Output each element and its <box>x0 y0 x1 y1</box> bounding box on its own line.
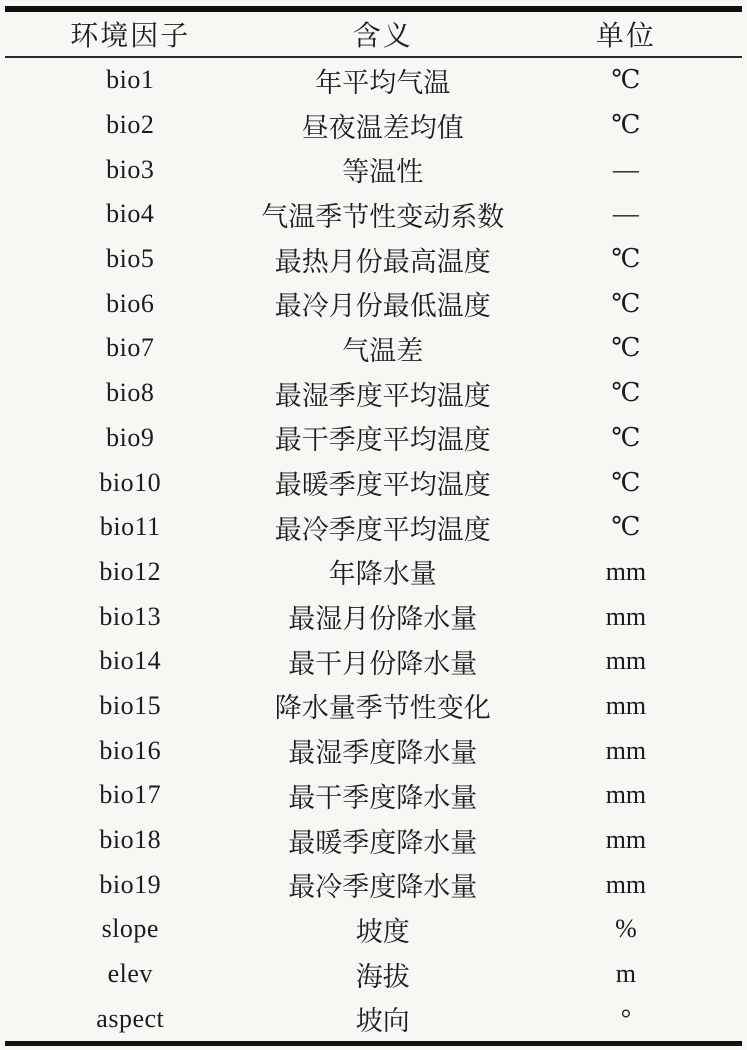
table-row <box>5 550 742 595</box>
factor-cell: bio9 <box>106 422 155 452</box>
unit-cell: mm <box>605 869 647 899</box>
unit-cell: mm <box>605 780 647 810</box>
table-row <box>5 952 742 997</box>
meaning-cell: 等温性 <box>342 157 424 188</box>
meaning-cell: 最湿月份降水量 <box>288 604 478 635</box>
table-row <box>5 416 742 461</box>
table-row <box>5 237 742 282</box>
table-row <box>5 907 742 952</box>
meaning-cell: 最冷月份最低温度 <box>274 291 491 322</box>
meaning-cell: 最暖季度降水量 <box>288 827 478 858</box>
factor-cell: bio8 <box>106 378 155 408</box>
unit-cell: ℃ <box>611 422 641 452</box>
table-row <box>5 728 742 773</box>
unit-cell: ℃ <box>611 467 641 497</box>
factor-cell: elev <box>107 959 153 989</box>
unit-cell: mm <box>605 825 647 855</box>
unit-cell: mm <box>605 646 647 676</box>
unit-cell: ℃ <box>611 110 641 140</box>
factor-cell: aspect <box>96 1003 165 1033</box>
factor-cell: bio12 <box>99 556 162 586</box>
table-row <box>5 192 742 237</box>
column-header-factor: 环境因子 <box>5 9 256 57</box>
factor-cell: slope <box>101 914 159 944</box>
meaning-cell: 最干月份降水量 <box>288 648 478 679</box>
table-row <box>5 103 742 148</box>
meaning-cell: 气温差 <box>342 335 424 366</box>
table-row <box>5 639 742 684</box>
factor-cell: bio3 <box>106 154 155 184</box>
table-row <box>5 371 742 416</box>
factor-cell: bio18 <box>99 825 162 855</box>
factor-cell: bio2 <box>106 110 155 140</box>
meaning-cell: 最湿季度平均温度 <box>274 380 491 411</box>
table-row <box>5 326 742 371</box>
table-row <box>5 147 742 192</box>
meaning-cell: 最干季度降水量 <box>288 782 478 813</box>
table-row <box>5 818 742 863</box>
table-row <box>5 505 742 550</box>
unit-cell: mm <box>605 690 647 720</box>
unit-cell: % <box>615 914 637 944</box>
meaning-cell: 气温季节性变动系数 <box>261 201 505 232</box>
factor-cell: bio11 <box>99 512 161 542</box>
table-body <box>5 57 742 1044</box>
unit-cell: ℃ <box>611 288 641 318</box>
meaning-cell: 最湿季度降水量 <box>288 738 478 769</box>
meaning-cell: 坡向 <box>355 1006 410 1037</box>
factor-cell: bio15 <box>99 690 162 720</box>
table-row <box>5 57 742 103</box>
factor-cell: bio13 <box>99 601 162 631</box>
factor-cell: bio10 <box>99 467 162 497</box>
unit-cell: — <box>612 154 639 184</box>
unit-cell: mm <box>605 601 647 631</box>
factor-cell: bio6 <box>106 288 155 318</box>
unit-cell: ° <box>620 1003 632 1033</box>
table-row <box>5 281 742 326</box>
factor-cell: bio19 <box>99 869 162 899</box>
meaning-cell: 海拔 <box>355 961 410 992</box>
meaning-cell: 降水量季节性变化 <box>274 693 491 724</box>
meaning-cell: 最冷季度降水量 <box>288 872 478 903</box>
meaning-cell: 年降水量 <box>328 559 437 590</box>
meaning-cell: 最热月份最高温度 <box>274 246 491 277</box>
environment-factor-table <box>5 6 742 1046</box>
unit-cell: ℃ <box>611 512 641 542</box>
factor-cell: bio7 <box>106 333 155 363</box>
factor-cell: bio16 <box>99 735 162 765</box>
unit-cell: ℃ <box>611 244 641 274</box>
table-row <box>5 996 742 1043</box>
unit-cell: m <box>615 959 637 989</box>
unit-cell: mm <box>605 556 647 586</box>
meaning-cell: 最干季度平均温度 <box>274 425 491 456</box>
meaning-cell: 昼夜温差均值 <box>301 112 464 143</box>
table-row <box>5 460 742 505</box>
table-row <box>5 594 742 639</box>
factor-cell: bio4 <box>106 199 155 229</box>
meaning-cell: 年平均气温 <box>315 67 451 98</box>
unit-cell: ℃ <box>611 65 641 95</box>
table-row <box>5 773 742 818</box>
table-row <box>5 684 742 729</box>
factor-cell: bio14 <box>99 646 162 676</box>
unit-cell: ℃ <box>611 378 641 408</box>
meaning-cell: 最暖季度平均温度 <box>274 470 491 501</box>
env-factor-table <box>5 6 742 1046</box>
meaning-cell: 坡度 <box>355 916 410 947</box>
header-row <box>5 9 742 57</box>
unit-cell: mm <box>605 735 647 765</box>
factor-cell: bio1 <box>106 65 155 95</box>
table-row <box>5 862 742 907</box>
unit-cell: ℃ <box>611 333 641 363</box>
column-header-meaning: 含义 <box>256 9 510 57</box>
factor-cell: bio17 <box>99 780 162 810</box>
table-header <box>5 9 742 57</box>
column-header-unit: 单位 <box>510 9 742 57</box>
meaning-cell: 最冷季度平均温度 <box>274 514 491 545</box>
factor-cell: bio5 <box>106 244 155 274</box>
unit-cell: — <box>612 199 639 229</box>
